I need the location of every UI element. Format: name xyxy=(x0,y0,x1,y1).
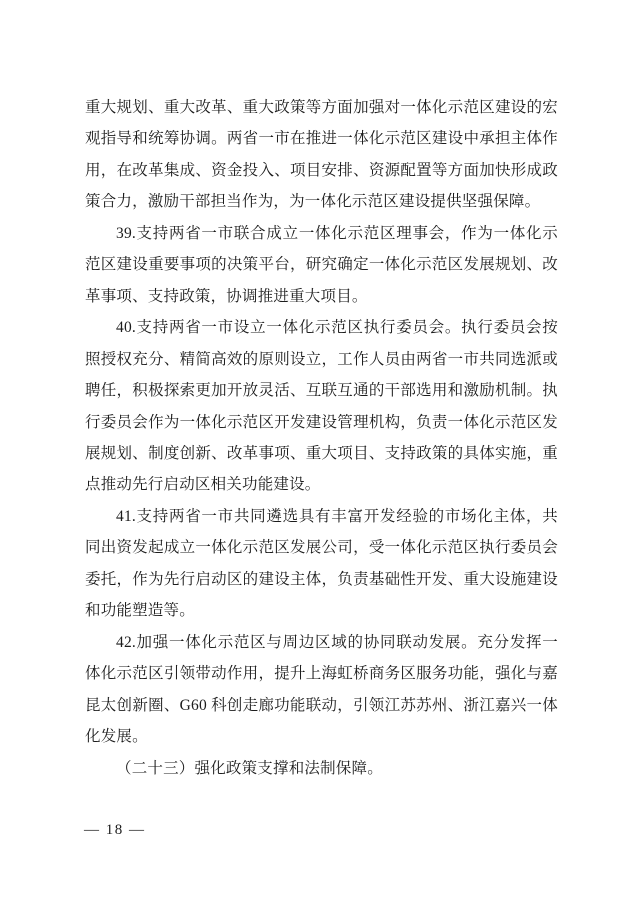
page-number: — 18 — xyxy=(84,822,146,838)
paragraph-item-39: 39.支持两省一市联合成立一体化示范区理事会，作为一体化示范区建设重要事项的决策平台，研究确定一体化示范区发展规划、改革事项、支持政策，协调推进重大项目。 xyxy=(85,224,558,305)
paragraph-item-42: 42.加强一体化示范区与周边区域的协同联动发展。充分发挥一体化示范区引领带动作用，提升上海虹桥商务区服务功能，强化与嘉昆太创新圈、G60 科创走廊功能联动，引领江苏苏州、浙江嘉兴一体化发展。 xyxy=(85,633,558,746)
paragraph-continuation: 重大规划、重大改革、重大政策等方面加强对一体化示范区建设的宏观指导和统筹协调。两省一市在推进一体化示范区建设中承担主体作用，在改革集成、资金投入、项目安排、资源配置等方面加快形成政策合力，激励干部担当作为，为一体化示范区建设提供坚强保障。 xyxy=(85,99,558,211)
section-heading-23: （二十三）强化政策支撑和法制保障。 xyxy=(116,759,383,777)
paragraph-item-41: 41.支持两省一市共同遴选具有丰富开发经验的市场化主体，共同出资发起成立一体化示范区发展公司，受一体化示范区执行委员会委托，作为先行启动区的建设主体，负责基础性开发、重大设施建设和功能塑造等。 xyxy=(85,507,558,620)
document-body xyxy=(85,92,558,784)
paragraph-item-40: 40.支持两省一市设立一体化示范区执行委员会。执行委员会按照授权充分、精简高效的原则设立，工作人员由两省一市共同选派或聘任，积极探索更加开放灵活、互联互通的干部选用和激励机制。执行委员会作为一体化示范区开发建设管理机构，负责一体化示范区发展规划、制度创新、改革事项、重大项目、支持政策的具体实施，重点推动先行启动区相关功能建设。 xyxy=(85,319,558,494)
